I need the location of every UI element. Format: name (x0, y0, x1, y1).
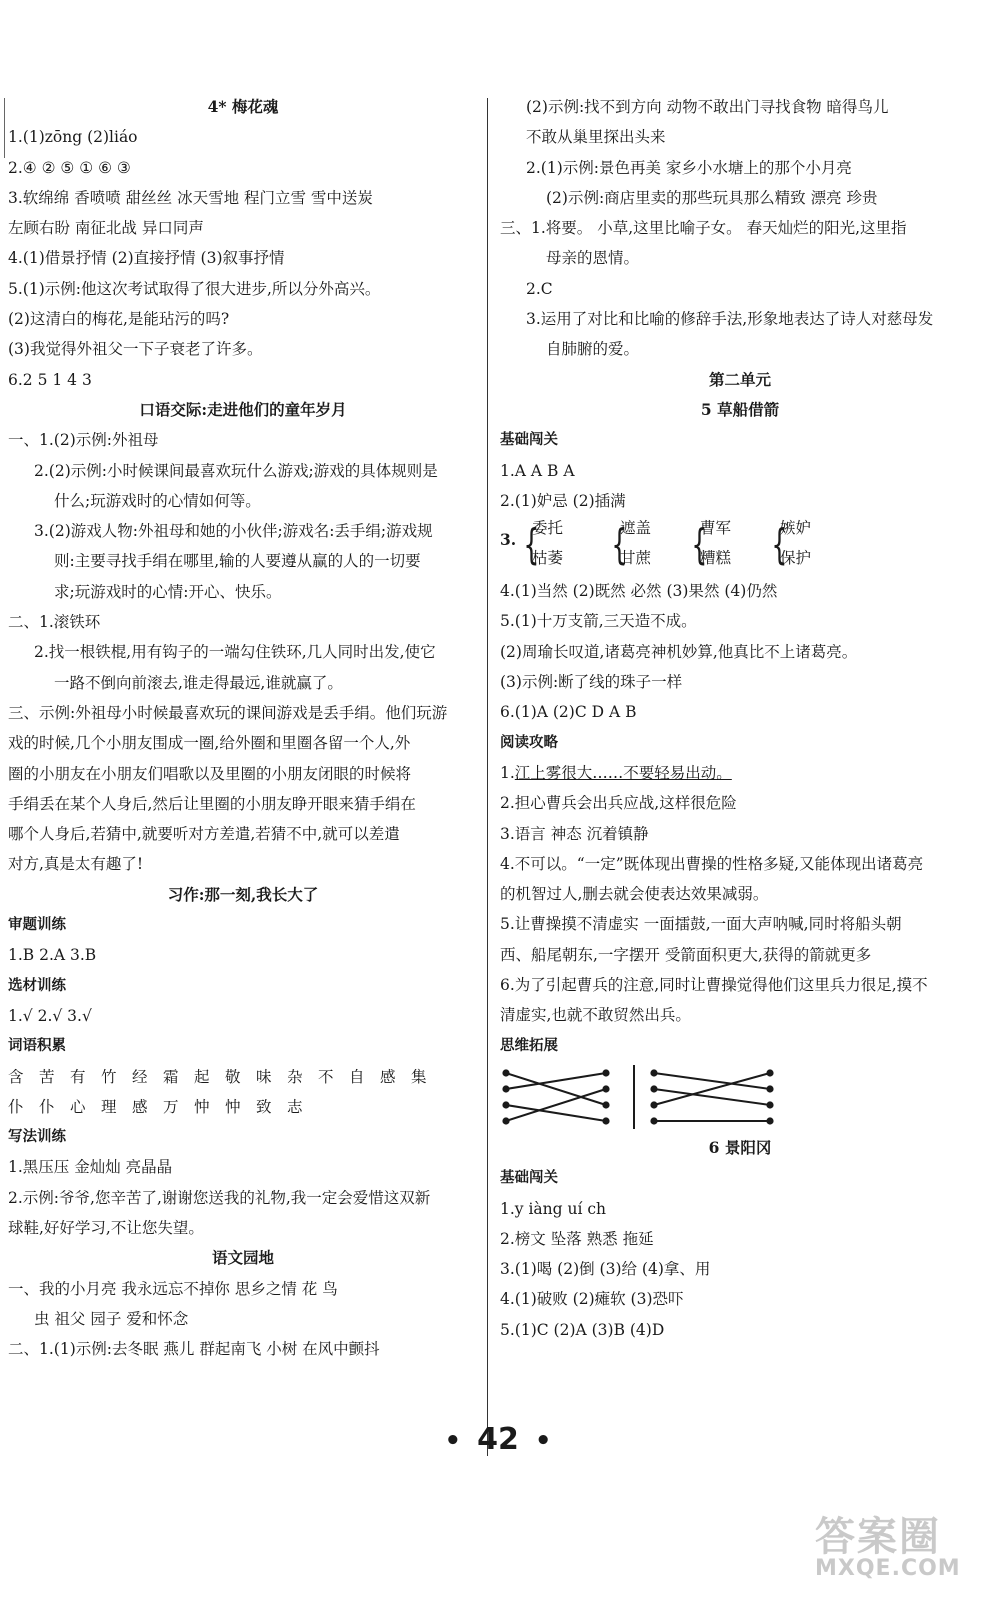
answer-line: 2.(2)示例:小时候课间最喜欢玩什么游戏;游戏的具体规则是 (34, 461, 438, 480)
answer-line: (3)我觉得外祖父一下子衰老了许多。 (8, 340, 263, 359)
watermark-logo-text: 答案圈 (815, 1514, 941, 1560)
lesson-title: 5 草船借箭 (700, 399, 780, 419)
answer-line: 求;玩游戏时的心情:开心、快乐。 (54, 582, 282, 601)
watermark-url: MXQE.COM (815, 1556, 961, 1581)
answer-line: 4.不可以。“一定”既体现出曹操的性格多疑,又能体现出诸葛亮 (500, 854, 924, 873)
word-character: 敬 (225, 1067, 241, 1086)
word-pair: { 曹军 糟糕 (686, 516, 776, 576)
answer-line: 二、1.(1)示例:去冬眠 燕儿 群起南飞 小树 在风中颤抖 (8, 1340, 380, 1359)
section-title: 语文园地 (211, 1248, 274, 1268)
word-pair: { 委托 枯萎 (518, 516, 608, 576)
subsection-heading: 基础闯关 (500, 432, 558, 449)
answer-line: 3.(2)游戏人物:外祖母和她的小伙伴;游戏名:丢手绢;游戏规 (34, 522, 433, 541)
subsection-heading: 审题训练 (8, 917, 66, 934)
page-number-text: 42 (477, 1422, 519, 1457)
question-number: 3. (500, 530, 517, 550)
answer-line: 西、船尾朝东,一字摆开 受箭面积更大,获得的箭就更多 (500, 945, 872, 964)
answer-line: 1.√ 2.√ 3.√ (8, 1006, 92, 1025)
unit-title: 第二单元 (708, 369, 771, 389)
answer-line (500, 758, 980, 788)
answer-line: 6.2 5 1 4 3 (8, 370, 92, 389)
answer-line: 5.(1)C (2)A (3)B (4)D (500, 1320, 665, 1339)
underlined-answer: 江上雾很大……不要轻易出动。 (514, 763, 732, 782)
answer-line: (3)示例:断了线的珠子一样 (500, 673, 683, 692)
word-character: 味 (256, 1067, 272, 1086)
answer-line: 2.(1)示例:景色再美 家乡小水塘上的那个小月亮 (526, 158, 852, 177)
answer-line: 3.(1)喝 (2)倒 (3)给 (4)拿、用 (500, 1260, 711, 1279)
answer-line: 母亲的恩情。 (546, 249, 640, 268)
word-character: 杂 (287, 1067, 303, 1086)
answer-line: 1.y iàng uí ch (500, 1199, 607, 1218)
answer-line: 2.榜文 坠落 熟悉 拖延 (500, 1229, 654, 1248)
section-title: 习作:那一刻,我长大了 (167, 884, 319, 904)
answer-line: 3.语言 神态 沉着镇静 (500, 824, 649, 843)
word-character: 有 (70, 1067, 86, 1086)
word-bottom: 甘蔗 (620, 549, 652, 568)
answer-line: 清虚实,也就不敢贸然出兵。 (500, 1006, 691, 1025)
answer-line: (2)这清白的梅花,是能玷污的吗? (8, 310, 230, 329)
answer-line: 手绢丢在某个人身后,然后让里圈的小朋友睁开眼来猜手绢在 (8, 794, 416, 813)
subsection-heading: 基础闯关 (500, 1170, 558, 1187)
matching-lines-diagram (500, 1061, 780, 1133)
word-top: 遮盖 (620, 519, 652, 538)
answer-line: 2.C (526, 279, 553, 298)
word-character: 志 (287, 1097, 303, 1116)
answer-line: 一路不倒向前滚去,谁走得最远,谁就赢了。 (54, 673, 343, 692)
word-top: 嫉妒 (780, 519, 812, 538)
word-character: 经 (132, 1067, 148, 1086)
answer-line: 6.为了引起曹兵的注意,同时让曹操觉得他们这里兵力很足,摸不 (500, 976, 928, 995)
character-row (8, 1092, 478, 1122)
answer-line: 4.(1)当然 (2)既然 必然 (3)果然 (4)仍然 (500, 582, 778, 601)
word-character: 理 (101, 1097, 117, 1116)
subsection-heading: 写法训练 (8, 1129, 66, 1146)
answer-line: 4.(1)破败 (2)瘫软 (3)恐吓 (500, 1290, 684, 1309)
answer-line: (2)示例:商店里卖的那些玩具那么精致 漂亮 珍贵 (546, 188, 878, 207)
word-character: 不 (318, 1067, 334, 1086)
column-divider (487, 98, 488, 1456)
answer-line: 2.示例:爷爷,您辛苦了,谢谢您送我的礼物,我一定会爱惜这双新 (8, 1188, 431, 1207)
word-pair: { 嫉妒 保护 (766, 516, 856, 576)
subsection-heading: 思维拓展 (500, 1037, 558, 1054)
word-character: 感 (380, 1067, 396, 1086)
word-character: 万 (163, 1097, 179, 1116)
word-character: 致 (256, 1097, 272, 1116)
answer-line: 1.B 2.A 3.B (8, 946, 97, 965)
word-character: 仆 (39, 1097, 55, 1116)
answer-line: 什么;玩游戏时的心情如何等。 (54, 491, 261, 510)
left-column (8, 92, 478, 1364)
subsection-heading: 阅读攻略 (500, 734, 558, 751)
word-character: 感 (132, 1097, 148, 1116)
character-row (8, 1062, 478, 1092)
watermark (815, 1505, 961, 1581)
bullet: • (534, 1426, 552, 1456)
word-character: 集 (411, 1067, 427, 1086)
answer-line: 圈的小朋友在小朋友们唱歌以及里圈的小朋友闭眼的时候将 (8, 764, 412, 783)
answer-line: 2.④ ② ⑤ ① ⑥ ③ (8, 158, 131, 177)
word-character: 苦 (39, 1067, 55, 1086)
answer-line: 5.让曹操摸不清虚实 一面擂鼓,一面大声呐喊,同时将船头朝 (500, 915, 902, 934)
word-character: 忡 (225, 1097, 241, 1116)
word-top: 委托 (532, 519, 564, 538)
right-column (500, 92, 980, 1345)
answer-line: 一、1.(2)示例:外祖母 (8, 431, 159, 450)
answer-line: 2.找一根铁棍,用有钩子的一端勾住铁环,几人同时出发,使它 (34, 643, 436, 662)
answer-line: 3.运用了对比和比喻的修辞手法,形象地表达了诗人对慈母发 (526, 310, 934, 329)
answer-line: 球鞋,好好学习,不让您失望。 (8, 1218, 204, 1237)
answer-line: 5.(1)示例:他这次考试取得了很大进步,所以分外高兴。 (8, 279, 381, 298)
word-bottom: 保护 (780, 549, 812, 568)
answer-line: 虫 祖父 园子 爱和怀念 (34, 1309, 189, 1328)
answer-line: 的机智过人,删去就会使表达效果减弱。 (500, 885, 769, 904)
answer-line: 2.(1)妒忌 (2)插满 (500, 491, 626, 510)
answer-line: 哪个人身后,若猜中,就要听对方差遣,若猜不中,就可以差遣 (8, 825, 400, 844)
answer-line: 1.(1)zōng (2)liáo (8, 128, 138, 147)
page-number (0, 1422, 996, 1457)
lesson-title: 4* 梅花魂 (207, 97, 279, 116)
answer-line: 三、示例:外祖母小时候最喜欢玩的课间游戏是丢手绢。他们玩游 (8, 703, 448, 722)
answer-line: 一、我的小月亮 我永远忘不掉你 思乡之情 花 鸟 (8, 1279, 338, 1298)
answer-line: 自肺腑的爱。 (546, 340, 640, 359)
word-bottom: 糟糕 (700, 549, 732, 568)
answer-line: 不敢从巢里探出头来 (526, 128, 666, 147)
margin-line (4, 98, 5, 158)
word-character: 自 (349, 1067, 365, 1086)
bullet: • (444, 1426, 462, 1456)
answer-number: 1. (500, 763, 515, 782)
lesson-title: 6 景阳冈 (708, 1137, 772, 1157)
word-bottom: 枯萎 (532, 549, 564, 568)
brace-answer-row (500, 516, 980, 576)
answer-line: 左顾右盼 南征北战 异口同声 (8, 219, 204, 238)
answer-line: (2)示例:找不到方向 动物不敢出门寻找食物 暗得鸟儿 (526, 98, 889, 116)
word-pair: { 遮盖 甘蔗 (606, 516, 696, 576)
answer-line: 2.担心曹兵会出兵应战,这样很危险 (500, 794, 737, 813)
matching-diagram (500, 1061, 980, 1133)
answer-line: 1.A A B A (500, 461, 575, 480)
answer-line: (2)周瑜长叹道,诸葛亮神机妙算,他真比不上诸葛亮。 (500, 642, 858, 661)
word-top: 曹军 (700, 519, 732, 538)
section-title: 口语交际:走进他们的童年岁月 (139, 399, 347, 419)
word-character: 忡 (194, 1097, 210, 1116)
answer-line: 1.黑压压 金灿灿 亮晶晶 (8, 1158, 173, 1177)
answer-line: 对方,真是太有趣了! (8, 855, 144, 874)
answer-line: 3.软绵绵 香喷喷 甜丝丝 冰天雪地 程门立雪 雪中送炭 (8, 188, 373, 207)
word-character: 霜 (163, 1067, 179, 1086)
word-character: 竹 (101, 1067, 117, 1086)
word-character: 仆 (8, 1097, 24, 1116)
subsection-heading: 词语积累 (8, 1038, 66, 1055)
word-character: 起 (194, 1067, 210, 1086)
answer-line: 5.(1)十万支箭,三天造不成。 (500, 612, 697, 631)
answer-line: 6.(1)A (2)C D A B (500, 703, 637, 722)
answer-line: 则:主要寻找手绢在哪里,输的人要遵从赢的人的一切要 (54, 552, 421, 571)
answer-line: 4.(1)借景抒情 (2)直接抒情 (3)叙事抒情 (8, 249, 285, 268)
subsection-heading: 选材训练 (8, 977, 66, 994)
answer-line: 三、1.将要。 小草,这里比喻子女。 春天灿烂的阳光,这里指 (500, 219, 907, 238)
answer-line: 戏的时候,几个小朋友围成一圈,给外圈和里圈各留一个人,外 (8, 734, 411, 753)
answer-line: 二、1.滚铁环 (8, 613, 101, 632)
word-character: 含 (8, 1067, 24, 1086)
word-character: 心 (70, 1097, 86, 1116)
